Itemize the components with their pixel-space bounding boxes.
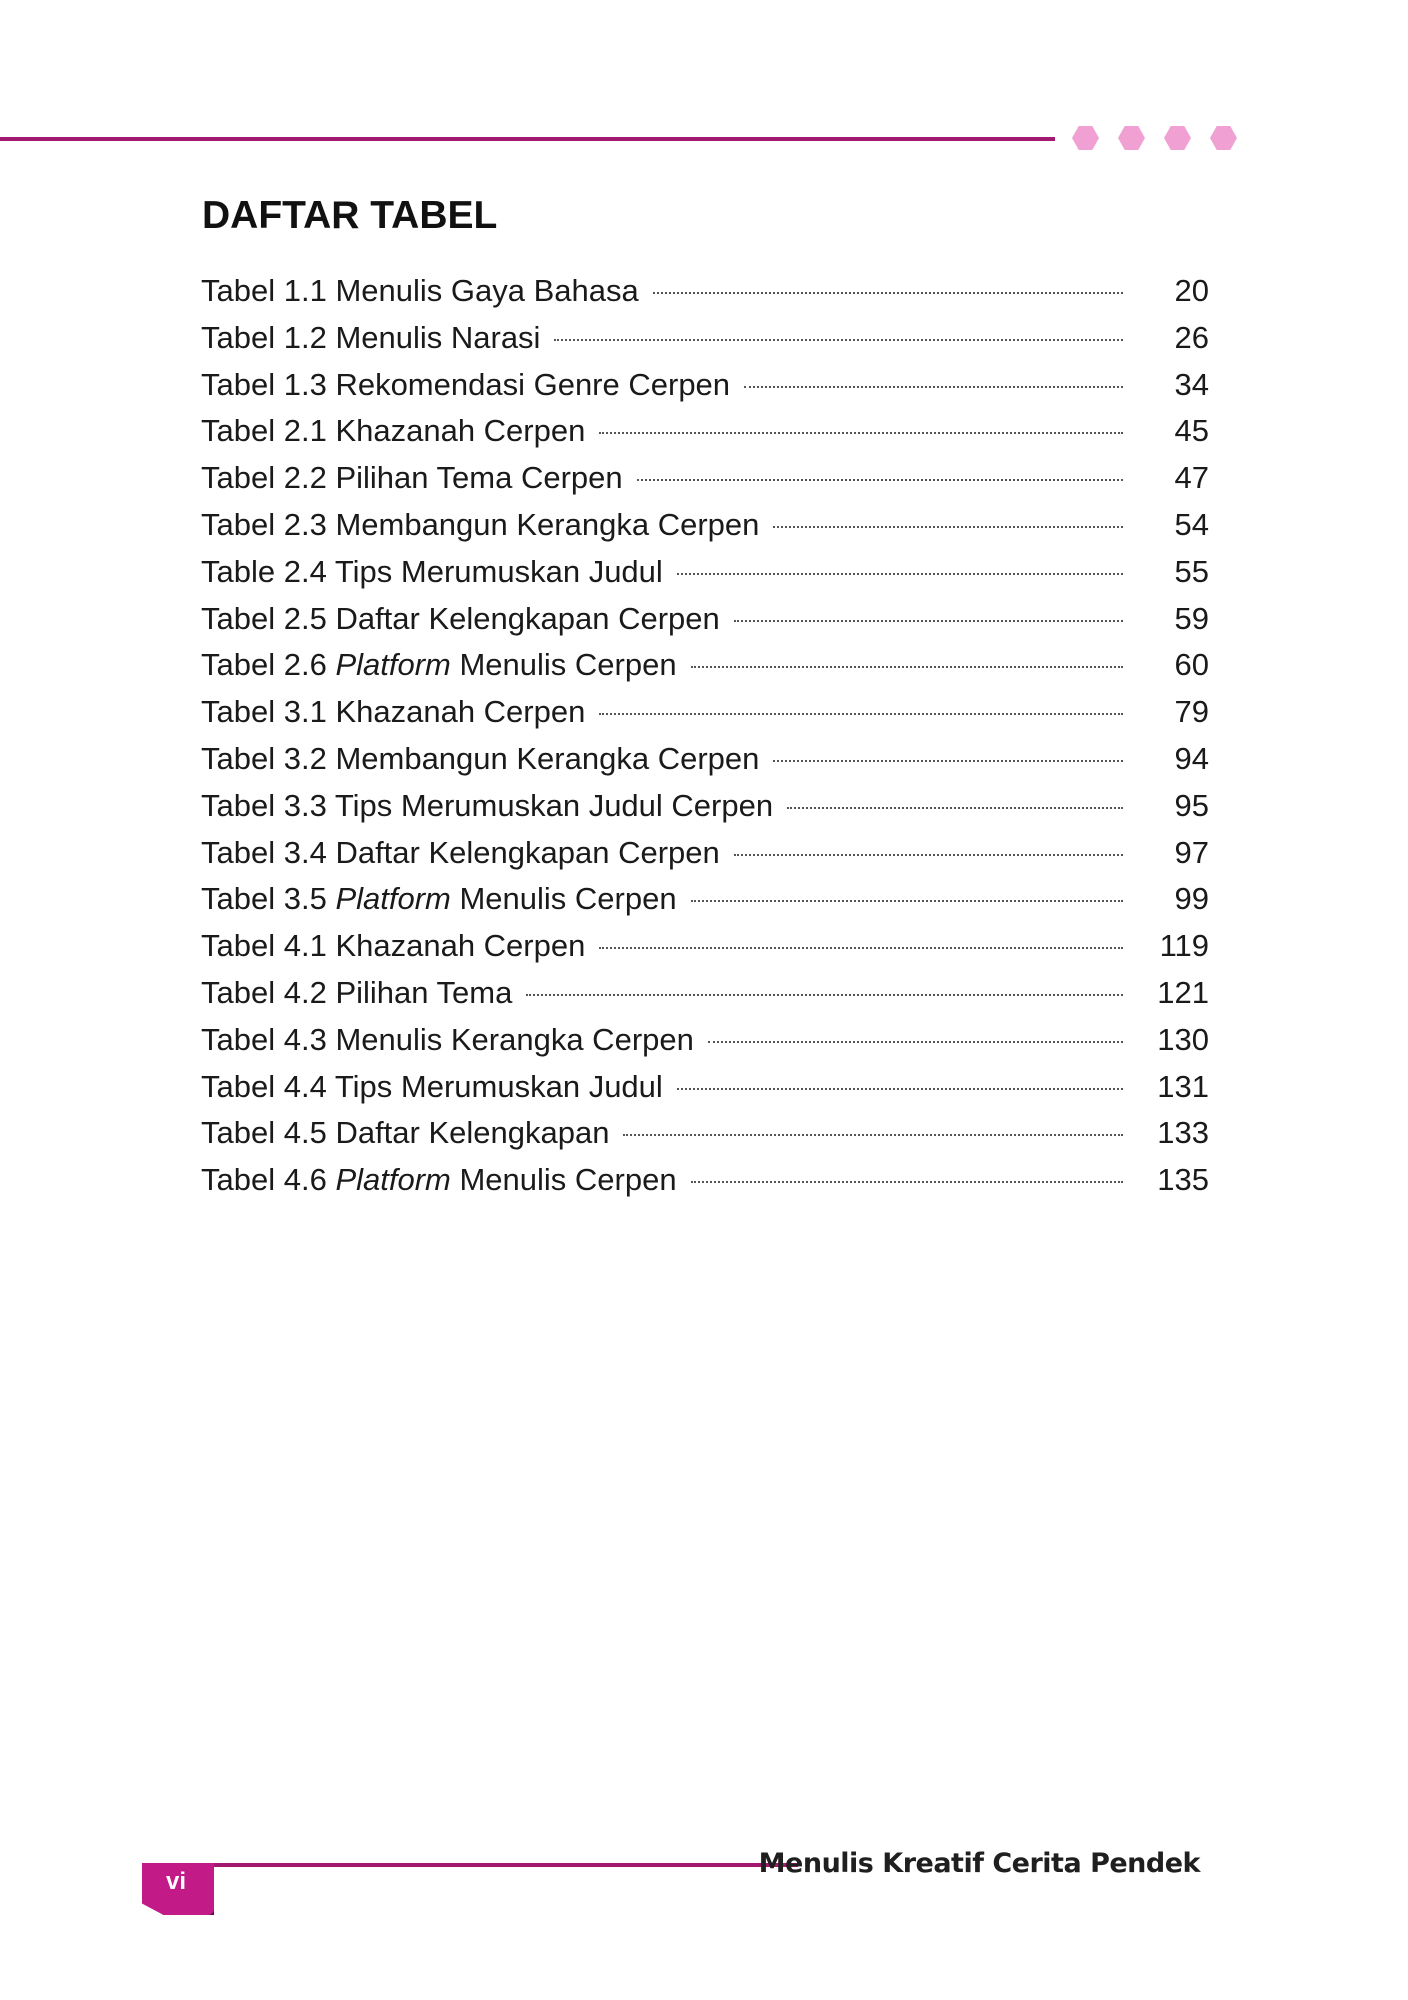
list-item[interactable]	[201, 830, 1209, 877]
dot-leader	[691, 666, 1123, 668]
dot-leader	[734, 854, 1123, 856]
entry-title: Membangun Kerangka Cerpen	[335, 506, 760, 542]
entry-prefix: Tabel 3.2	[201, 740, 336, 776]
dot-leader	[708, 1041, 1123, 1043]
dot-leader	[773, 760, 1123, 762]
dot-leader	[691, 1181, 1123, 1183]
entry-label	[201, 830, 720, 877]
dot-leader	[787, 807, 1123, 809]
entry-prefix: Tabel 1.1	[201, 273, 336, 308]
list-item[interactable]	[201, 549, 1209, 596]
entry-label	[201, 1017, 694, 1064]
list-item[interactable]	[201, 596, 1209, 643]
entry-title: Tips Merumuskan Judul	[334, 553, 663, 589]
entry-italic: Platform	[335, 1162, 451, 1198]
entry-page-number: 130	[1157, 1021, 1209, 1057]
dot-leader	[691, 900, 1123, 902]
entry-page-number: 99	[1174, 881, 1209, 917]
entry-title: Khazanah Cerpen	[335, 694, 586, 730]
entry-page-number: 59	[1174, 600, 1209, 636]
dot-leader	[526, 994, 1123, 996]
entry-prefix: Tabel 4.4	[201, 1068, 335, 1104]
entry-title: Menulis Kerangka Cerpen	[335, 1021, 694, 1057]
entry-label	[201, 970, 512, 1017]
list-item[interactable]	[201, 1157, 1209, 1204]
list-item[interactable]	[201, 268, 1209, 315]
dot-leader	[744, 386, 1123, 388]
entry-italic: Platform	[335, 881, 451, 917]
entry-title: Menulis Cerpen	[450, 881, 677, 917]
entry-title: Menulis Cerpen	[450, 647, 677, 683]
entry-title: Membangun Kerangka Cerpen	[335, 740, 760, 776]
entry-prefix: Tabel 4.6	[201, 1162, 336, 1198]
dot-leader	[554, 339, 1123, 341]
entry-label	[201, 1064, 663, 1111]
header-hexagon-dots	[1072, 126, 1237, 150]
entry-prefix: Tabel 3.4	[201, 834, 336, 870]
list-item[interactable]	[201, 315, 1209, 362]
entry-page-number: 26	[1174, 319, 1209, 355]
entry-label	[201, 642, 677, 689]
entry-title: Daftar Kelengkapan Cerpen	[335, 600, 720, 636]
entry-label	[201, 315, 540, 362]
entry-title: Rekomendasi Genre Cerpen	[335, 366, 731, 402]
entry-title: Pilihan Tema	[335, 974, 513, 1010]
entry-prefix: Tabel 4.5	[201, 1115, 336, 1151]
entry-title: Khazanah Cerpen	[335, 928, 586, 964]
table-list	[201, 268, 1209, 1204]
entry-prefix: Tabel 4.1	[201, 928, 336, 964]
footer-rule	[150, 1863, 798, 1867]
entry-title: Tips Merumuskan Judul	[334, 1068, 663, 1104]
entry-page-number: 79	[1174, 694, 1209, 730]
dot-leader	[677, 573, 1123, 575]
dot-leader	[599, 947, 1123, 949]
entry-page-number: 47	[1174, 460, 1209, 496]
list-item[interactable]	[201, 923, 1209, 970]
entry-title: Pilihan Tema Cerpen	[335, 460, 623, 496]
entry-label	[201, 923, 585, 970]
entry-page-number: 97	[1174, 834, 1209, 870]
entry-prefix: Tabel 1.2	[201, 319, 336, 355]
entry-label	[201, 596, 720, 643]
entry-label	[201, 689, 585, 736]
entry-label	[201, 549, 663, 596]
entry-prefix: Tabel 3.5	[201, 881, 336, 917]
list-item[interactable]	[201, 408, 1209, 455]
entry-page-number: 95	[1174, 787, 1209, 823]
header-rule	[0, 137, 1055, 141]
entry-prefix: Tabel 2.5	[201, 600, 336, 636]
entry-label	[201, 268, 639, 315]
hexagon-dot-icon	[1164, 126, 1191, 150]
entry-italic: Platform	[335, 647, 451, 683]
hexagon-dot-icon	[1072, 126, 1099, 150]
entry-page-number: 119	[1159, 928, 1209, 964]
entry-title: Menulis Gaya Bahasa	[335, 273, 639, 308]
entry-page-number: 20	[1174, 273, 1209, 308]
list-item[interactable]	[201, 736, 1209, 783]
dot-leader	[599, 713, 1123, 715]
entry-page-number: 45	[1174, 413, 1209, 449]
dot-leader	[653, 292, 1123, 294]
entry-title: Daftar Kelengkapan Cerpen	[335, 834, 720, 870]
list-item[interactable]	[201, 1017, 1209, 1064]
entry-page-number: 34	[1174, 366, 1209, 402]
list-item[interactable]	[201, 970, 1209, 1017]
entry-prefix: Tabel 3.1	[201, 694, 336, 730]
entry-prefix: Tabel 2.1	[201, 413, 336, 449]
entry-prefix: Tabel 4.2	[201, 974, 336, 1010]
entry-label	[201, 736, 759, 783]
entry-label	[201, 362, 730, 409]
entry-page-number: 54	[1174, 506, 1209, 542]
list-item[interactable]	[201, 1110, 1209, 1157]
entry-title: Daftar Kelengkapan	[335, 1115, 610, 1151]
list-item[interactable]	[201, 642, 1209, 689]
entry-label	[201, 783, 773, 830]
list-item[interactable]	[201, 362, 1209, 409]
entry-prefix: Table 2.4	[201, 553, 335, 589]
list-item[interactable]	[201, 502, 1209, 549]
entry-label	[201, 876, 677, 923]
dot-leader	[677, 1088, 1123, 1090]
entry-label	[201, 1110, 609, 1157]
dot-leader	[623, 1134, 1123, 1136]
entry-prefix: Tabel 2.3	[201, 506, 336, 542]
list-item[interactable]	[201, 689, 1209, 736]
entry-label	[201, 502, 759, 549]
entry-page-number: 94	[1174, 740, 1209, 776]
entry-page-number: 131	[1157, 1068, 1209, 1104]
entry-prefix: Tabel 4.3	[201, 1021, 336, 1057]
entry-label	[201, 1157, 677, 1204]
dot-leader	[773, 526, 1123, 528]
list-item[interactable]	[201, 1064, 1209, 1111]
entry-title: Khazanah Cerpen	[335, 413, 586, 449]
page-title: DAFTAR TABEL	[202, 194, 498, 237]
entry-prefix: Tabel 1.3	[201, 366, 336, 402]
entry-page-number: 55	[1174, 553, 1209, 589]
dot-leader	[599, 432, 1123, 434]
hexagon-dot-icon	[1210, 126, 1237, 150]
book-title: Menulis Kreatif Cerita Pendek	[758, 1848, 1200, 1879]
list-item[interactable]	[201, 455, 1209, 502]
hexagon-dot-icon	[1118, 126, 1145, 150]
entry-prefix: Tabel 3.3	[201, 787, 335, 823]
list-item[interactable]	[201, 783, 1209, 830]
entry-prefix: Tabel 2.2	[201, 460, 336, 496]
entry-label	[201, 408, 585, 455]
entry-title: Menulis Cerpen	[450, 1162, 677, 1198]
page-number: vi	[166, 1868, 187, 1895]
entry-page-number: 60	[1174, 647, 1209, 683]
dot-leader	[734, 620, 1123, 622]
list-item[interactable]	[201, 876, 1209, 923]
entry-title: Menulis Narasi	[335, 319, 541, 355]
entry-page-number: 121	[1157, 974, 1209, 1010]
entry-prefix: Tabel 2.6	[201, 647, 336, 683]
entry-page-number: 135	[1157, 1162, 1209, 1198]
entry-page-number: 133	[1157, 1115, 1209, 1151]
entry-label	[201, 455, 623, 502]
entry-title: Tips Merumuskan Judul Cerpen	[334, 787, 774, 823]
dot-leader	[637, 479, 1123, 481]
